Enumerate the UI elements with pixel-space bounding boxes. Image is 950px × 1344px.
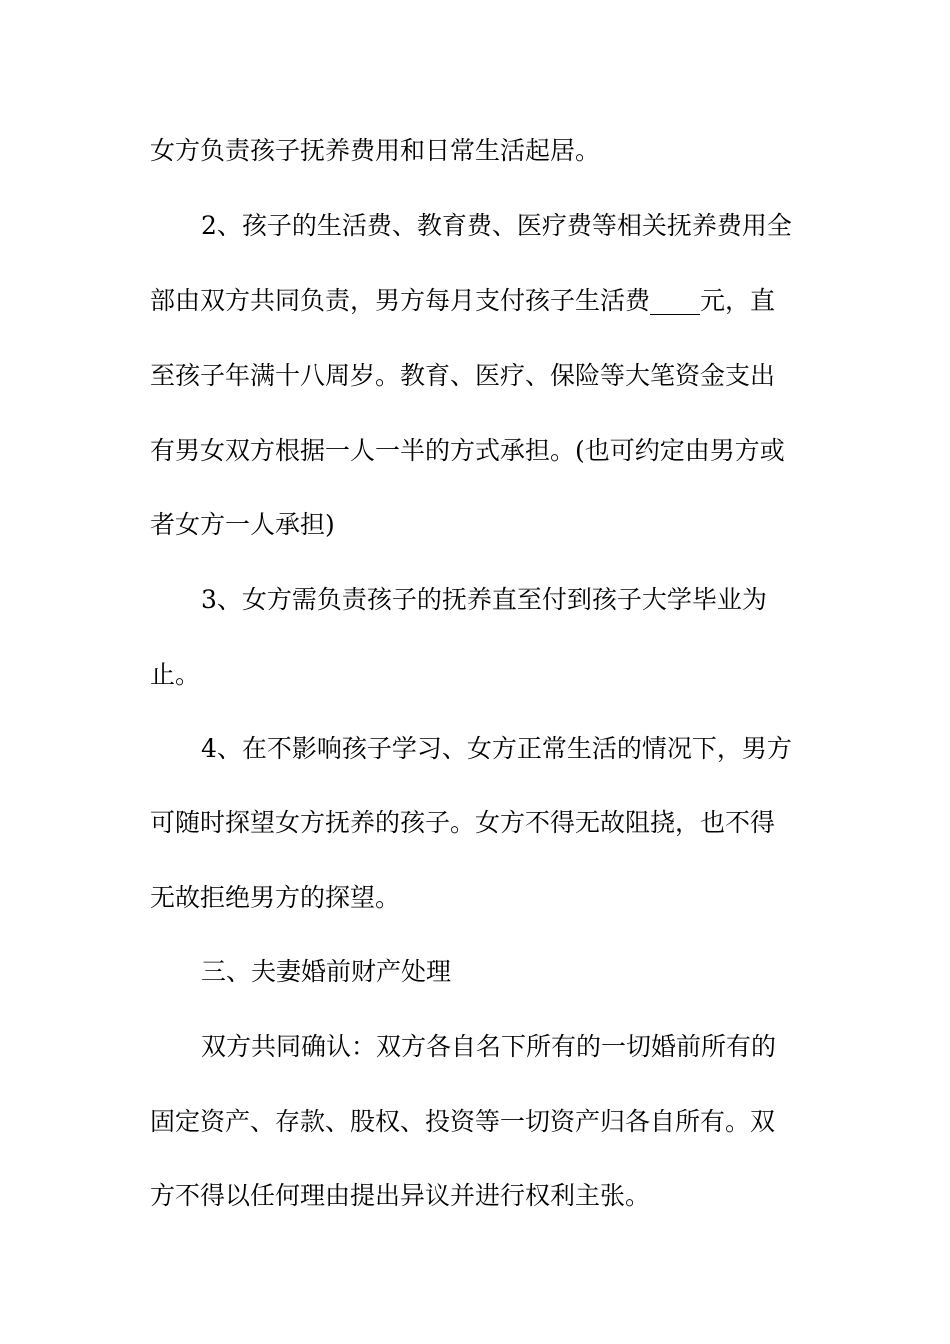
- paragraph-line: 固定资产、存款、股权、投资等一切资产归各自所有。双: [150, 1107, 776, 1136]
- paragraph-line: 方不得以任何理由提出异议并进行权利主张。: [150, 1181, 651, 1210]
- paragraph-line: 可随时探望女方抚养的孩子。女方不得无故阻挠，也不得: [150, 808, 776, 837]
- paragraph-line: 部由双方共同负责，男方每月支付孩子生活费____元，直: [150, 286, 776, 315]
- paragraph-line: 无故拒绝男方的探望。: [150, 883, 401, 912]
- clause-4-line: 4、在不影响孩子学习、女方正常生活的情况下，男方: [201, 734, 792, 763]
- paragraph-line: 至孩子年满十八周岁。教育、医疗、保险等大笔资金支出: [150, 361, 776, 390]
- paragraph-line: 双方共同确认：双方各自名下所有的一切婚前所有的: [201, 1032, 777, 1061]
- paragraph-line: 止。: [150, 660, 201, 689]
- clause-2-line: 2、孩子的生活费、教育费、医疗费等相关抚养费用全: [201, 211, 792, 240]
- clause-3-line: 3、女方需负责孩子的抚养直至付到孩子大学毕业为: [201, 585, 767, 614]
- paragraph-line: 者女方一人承担): [150, 510, 335, 539]
- paragraph-line: 有男女双方根据一人一半的方式承担。(也可约定由男方或: [150, 436, 785, 465]
- section-heading: 三、夫妻婚前财产处理: [201, 957, 452, 986]
- paragraph-line: 女方负责孩子抚养费用和日常生活起居。: [150, 136, 601, 165]
